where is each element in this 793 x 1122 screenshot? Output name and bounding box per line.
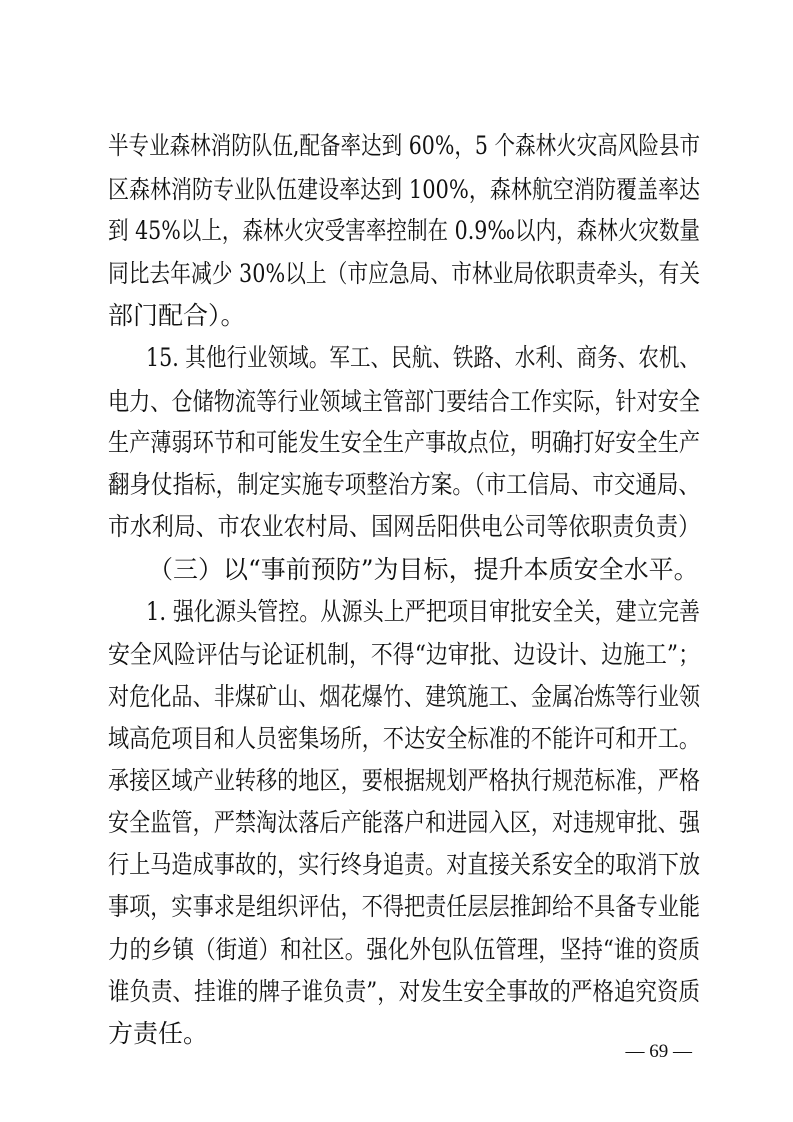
text-line (0, 717, 793, 761)
text-line (0, 970, 793, 1014)
text-line-content: 区森林消防专业队伍建设率达到 100%，森林航空消防覆盖率达 (108, 175, 700, 204)
text-line (0, 505, 793, 549)
text-line-content: 行上马造成事故的，实行终身追责。对直接关系安全的取消下放 (108, 850, 700, 879)
text-line (0, 633, 793, 677)
text-line (0, 168, 793, 212)
text-line-content: 部门配合）。 (108, 301, 246, 330)
text-line-content: 电力、仓储物流等行业领域主管部门要结合工作实际，针对安全 (108, 387, 700, 416)
text-line (0, 252, 793, 296)
text-line (0, 801, 793, 845)
text-line-content: 安全监管，严禁淘汰落后产能落户和进园入区，对违规审批、强 (108, 808, 700, 837)
text-line (0, 759, 793, 803)
text-line-content: 安全风险评估与论证机制，不得“边审批、边设计、边施工”； (108, 640, 700, 669)
text-line (0, 421, 793, 465)
section-3-heading-line (0, 548, 793, 592)
text-line-content: 半专业森林消防队伍,配备率达到 60%，5 个森林火灾高风险县市 (108, 131, 700, 160)
text-line-content: 生产薄弱环节和可能发生安全生产事故点位，明确打好安全生产 (108, 428, 700, 457)
text-line-content: 事项，实事求是组织评估，不得把责任层层推卸给不具备专业能 (108, 892, 700, 921)
section-15-heading-line (0, 336, 793, 380)
text-line-content: 承接区域产业转移的地区，要根据规划严格执行规范标准，严格 (108, 766, 700, 795)
text-line-content: 谁负责、挂谁的牌子谁负责”，对发生安全事故的严格追究资质 (108, 977, 700, 1006)
text-line-content: 市水利局、市农业农村局、国网岳阳供电公司等依职责负责） (108, 512, 700, 541)
text-line (0, 124, 793, 168)
item-1-heading-line (0, 590, 793, 634)
text-line (0, 294, 793, 338)
text-line-content: 1. 强化源头管控。从源头上严把项目审批安全关，建立完善 (146, 597, 700, 626)
text-line (0, 675, 793, 719)
text-line (0, 928, 793, 972)
text-line (0, 463, 793, 507)
text-line (0, 209, 793, 253)
page-number: — 69 — (625, 1041, 692, 1062)
text-line-content: 同比去年减少 30%以上（市应急局、市林业局依职责牵头，有关 (108, 259, 700, 288)
text-line-content: 对危化品、非煤矿山、烟花爆竹、建筑施工、金属冶炼等行业领 (108, 682, 700, 711)
text-line-content: 方责任。 (108, 1019, 209, 1048)
text-line-content: 域高危项目和人员密集场所，不达安全标准的不能许可和开工。 (108, 724, 700, 753)
text-line-content: （三）以“事前预防”为目标，提升本质安全水平。 (148, 555, 699, 584)
text-line-content: 15. 其他行业领域。军工、民航、铁路、水利、商务、农机、 (146, 343, 700, 372)
text-line (0, 885, 793, 929)
text-line (0, 380, 793, 424)
text-line-content: 力的乡镇（街道）和社区。强化外包队伍管理，坚持“谁的资质 (108, 935, 700, 964)
text-line-content: 到 45%以上，森林火灾受害率控制在 0.9‰以内，森林火灾数量 (108, 216, 700, 245)
text-line-content: 翻身仗指标，制定实施专项整治方案。（市工信局、市交通局、 (108, 470, 700, 499)
text-line (0, 843, 793, 887)
